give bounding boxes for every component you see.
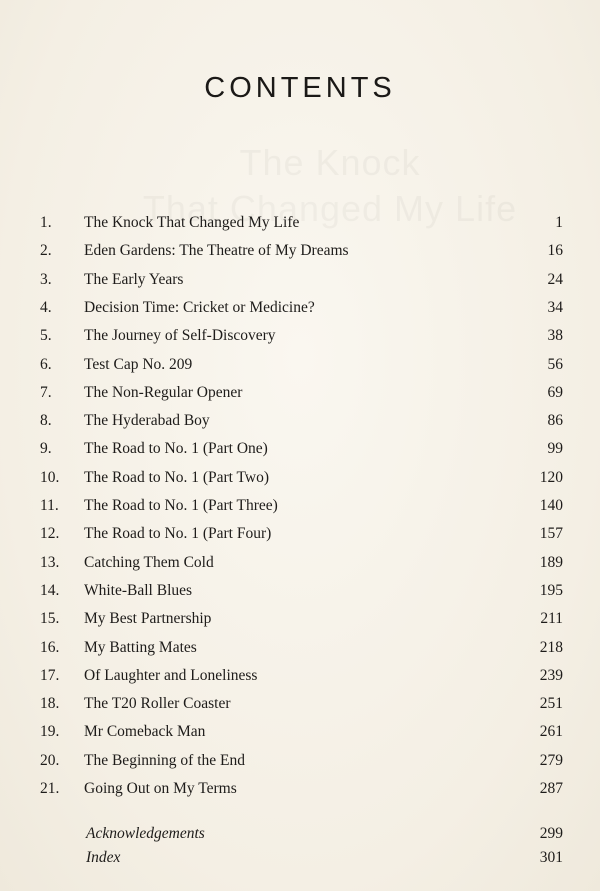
chapter-number: 17. bbox=[40, 666, 60, 684]
page-number: 56 bbox=[547, 355, 563, 373]
page-number: 251 bbox=[539, 695, 563, 713]
chapter-title: The Road to No. 1 (Part Four) bbox=[84, 525, 272, 543]
toc-entry bbox=[0, 211, 600, 235]
toc-entry bbox=[0, 494, 600, 518]
page-number: 1 bbox=[555, 214, 563, 231]
chapter-title: The Knock That Changed My Life bbox=[84, 214, 300, 231]
page-number: 299 bbox=[539, 825, 563, 842]
chapter-number: 2. bbox=[40, 242, 52, 260]
toc-entry bbox=[0, 381, 600, 405]
chapter-title: Test Cap No. 209 bbox=[84, 355, 193, 373]
chapter-number: 11. bbox=[40, 497, 59, 514]
chapter-number: 3. bbox=[40, 270, 52, 288]
chapter-number: 12. bbox=[40, 525, 60, 543]
chapter-number: 16. bbox=[40, 638, 60, 656]
toc-entry bbox=[0, 409, 600, 433]
page-number: 211 bbox=[540, 610, 563, 628]
page-number: 86 bbox=[547, 412, 563, 430]
chapter-title: The T20 Roller Coaster bbox=[84, 695, 231, 713]
page-number: 218 bbox=[539, 638, 563, 656]
toc-entry bbox=[0, 749, 600, 773]
back-matter-title: Acknowledgements bbox=[86, 825, 205, 842]
chapter-title: The Journey of Self-Discovery bbox=[84, 327, 276, 345]
back-matter-title: Index bbox=[86, 849, 121, 866]
page-number: 140 bbox=[539, 497, 563, 514]
page-number: 120 bbox=[539, 468, 563, 486]
chapter-number: 5. bbox=[40, 327, 52, 345]
toc-entry bbox=[0, 777, 600, 801]
chapter-number: 13. bbox=[40, 553, 60, 571]
chapter-title: White-Ball Blues bbox=[84, 581, 193, 599]
page-number: 99 bbox=[547, 440, 563, 458]
toc-entry bbox=[0, 324, 600, 348]
chapter-number: 19. bbox=[40, 723, 60, 741]
toc-entry bbox=[0, 636, 600, 660]
page-number: 69 bbox=[547, 383, 563, 401]
chapter-number: 1. bbox=[40, 214, 52, 231]
chapter-number: 8. bbox=[40, 412, 52, 430]
chapter-number: 15. bbox=[40, 610, 60, 628]
toc-entry bbox=[0, 239, 600, 263]
toc-entry bbox=[0, 296, 600, 320]
contents-heading: CONTENTS bbox=[204, 72, 396, 104]
chapter-title: The Hyderabad Boy bbox=[84, 412, 210, 430]
page-number: 239 bbox=[539, 666, 563, 684]
chapter-title: Of Laughter and Loneliness bbox=[84, 666, 258, 684]
toc-entry bbox=[0, 579, 600, 603]
chapter-title: The Road to No. 1 (Part Two) bbox=[84, 468, 270, 486]
chapter-number: 21. bbox=[40, 780, 60, 797]
page-number: 189 bbox=[539, 553, 563, 571]
chapter-title: The Non-Regular Opener bbox=[84, 383, 243, 401]
page-number: 261 bbox=[539, 723, 563, 741]
toc-entry bbox=[0, 522, 600, 546]
chapter-number: 4. bbox=[40, 298, 52, 316]
toc-entry bbox=[0, 607, 600, 631]
toc-entry bbox=[0, 664, 600, 688]
toc-entry bbox=[0, 466, 600, 490]
show-through-text bbox=[60, 142, 600, 184]
chapter-title: Catching Them Cold bbox=[84, 553, 214, 571]
toc-entry bbox=[0, 437, 600, 461]
page-number: 24 bbox=[547, 270, 563, 288]
toc-entry bbox=[0, 551, 600, 575]
chapter-number: 14. bbox=[40, 581, 60, 599]
chapter-number: 10. bbox=[40, 468, 60, 486]
toc-entry bbox=[0, 692, 600, 716]
page-number: 157 bbox=[539, 525, 563, 543]
toc-entry bbox=[0, 353, 600, 377]
chapter-title: My Best Partnership bbox=[84, 610, 212, 628]
chapter-title: Mr Comeback Man bbox=[84, 723, 206, 741]
chapter-title: The Early Years bbox=[84, 270, 184, 288]
chapter-title: Eden Gardens: The Theatre of My Dreams bbox=[84, 242, 349, 260]
chapter-number: 18. bbox=[40, 695, 60, 713]
toc-entry bbox=[0, 720, 600, 744]
page-number: 287 bbox=[539, 780, 563, 797]
page-number: 279 bbox=[539, 751, 563, 769]
chapter-number: 6. bbox=[40, 355, 52, 373]
toc-back-matter-entry bbox=[0, 822, 600, 846]
chapter-number: 9. bbox=[40, 440, 52, 458]
page-number: 34 bbox=[547, 298, 563, 316]
chapter-number: 7. bbox=[40, 383, 52, 401]
chapter-title: The Beginning of the End bbox=[84, 751, 245, 769]
toc-entry bbox=[0, 268, 600, 292]
toc-back-matter-entry bbox=[0, 846, 600, 870]
chapter-title: Going Out on My Terms bbox=[84, 780, 237, 797]
chapter-title: The Road to No. 1 (Part Three) bbox=[84, 497, 278, 514]
chapter-title: My Batting Mates bbox=[84, 638, 197, 656]
chapter-title: Decision Time: Cricket or Medicine? bbox=[84, 298, 315, 316]
page-number: 301 bbox=[539, 849, 563, 866]
chapter-title: The Road to No. 1 (Part One) bbox=[84, 440, 268, 458]
page-number: 195 bbox=[539, 581, 563, 599]
page-number: 38 bbox=[547, 327, 563, 345]
page-number: 16 bbox=[547, 242, 563, 260]
chapter-number: 20. bbox=[40, 751, 60, 769]
